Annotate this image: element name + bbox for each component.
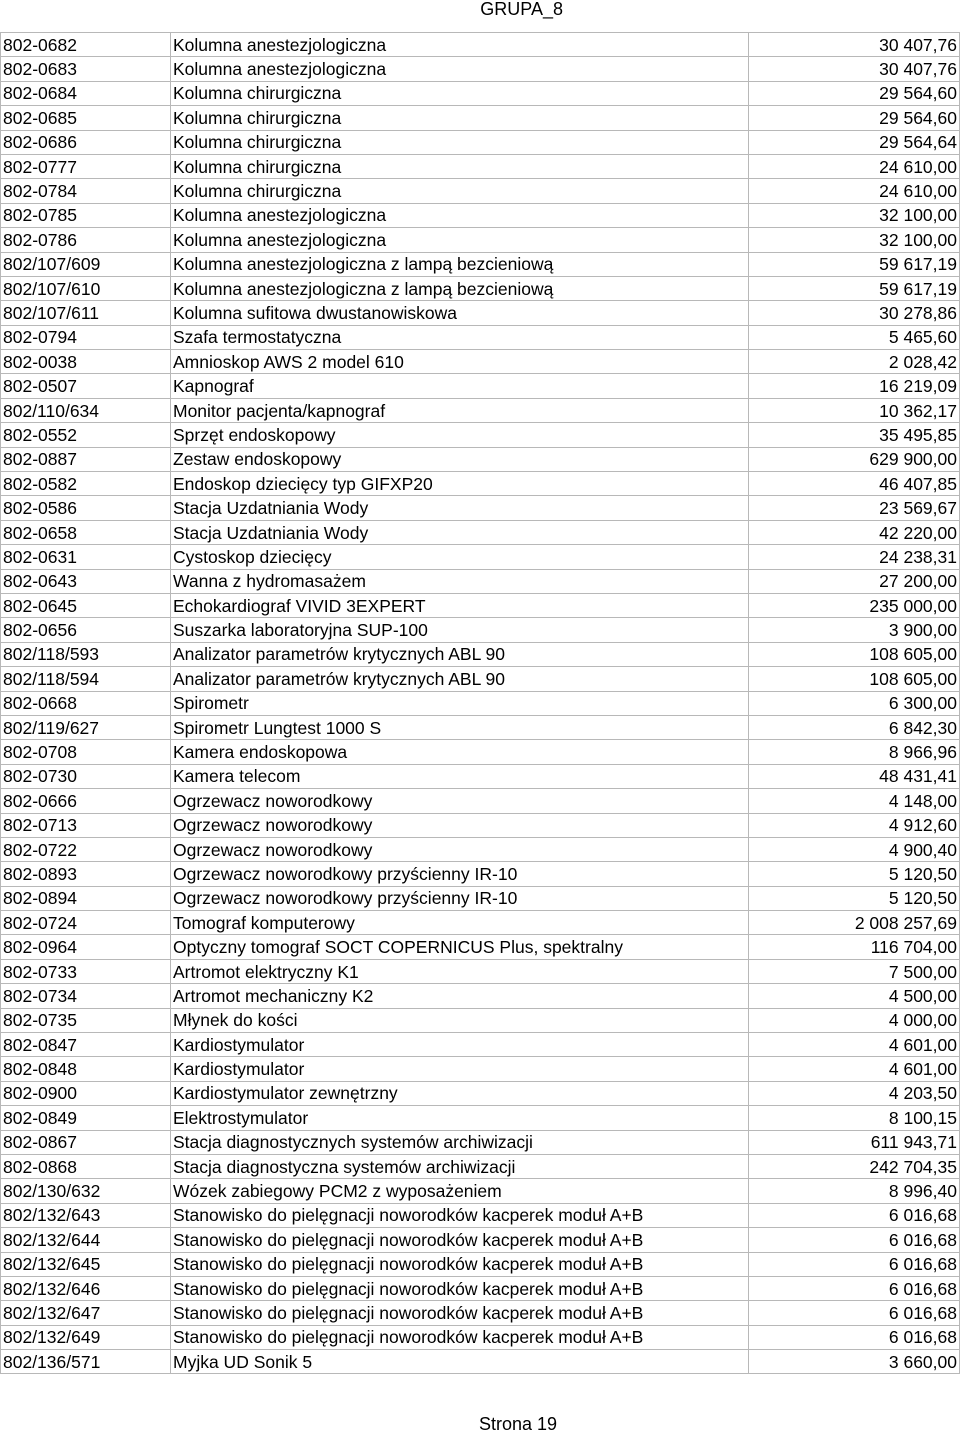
value-cell: 116 704,00	[749, 935, 960, 959]
table-row	[1, 862, 960, 886]
value-cell: 8 996,40	[749, 1179, 960, 1203]
equipment-name-cell: Kapnograf	[171, 374, 749, 398]
table-row	[1, 1033, 960, 1057]
table-row	[1, 154, 960, 178]
inventory-code-cell: 802-0713	[1, 813, 171, 837]
value-cell: 23 569,67	[749, 496, 960, 520]
value-cell: 242 704,35	[749, 1154, 960, 1178]
value-cell: 235 000,00	[749, 593, 960, 617]
equipment-name-cell: Kamera telecom	[171, 764, 749, 788]
equipment-name-cell: Szafa termostatyczna	[171, 325, 749, 349]
inventory-code-cell: 802-0656	[1, 618, 171, 642]
table-row	[1, 423, 960, 447]
table-row	[1, 398, 960, 422]
value-cell: 7 500,00	[749, 959, 960, 983]
inventory-code-cell: 802-0730	[1, 764, 171, 788]
table-row	[1, 325, 960, 349]
table-row	[1, 1081, 960, 1105]
value-cell: 24 238,31	[749, 545, 960, 569]
inventory-code-cell: 802-0645	[1, 593, 171, 617]
value-cell: 2 008 257,69	[749, 911, 960, 935]
inventory-code-cell: 802/132/644	[1, 1228, 171, 1252]
inventory-code-cell: 802-0708	[1, 740, 171, 764]
inventory-code-cell: 802-0777	[1, 154, 171, 178]
inventory-code-cell: 802/132/649	[1, 1325, 171, 1349]
inventory-code-cell: 802-0684	[1, 81, 171, 105]
equipment-name-cell: Ogrzewacz noworodkowy	[171, 813, 749, 837]
value-cell: 4 601,00	[749, 1033, 960, 1057]
inventory-code-cell: 802-0794	[1, 325, 171, 349]
value-cell: 8 966,96	[749, 740, 960, 764]
table-row	[1, 203, 960, 227]
value-cell: 32 100,00	[749, 228, 960, 252]
table-row	[1, 374, 960, 398]
value-cell: 6 016,68	[749, 1325, 960, 1349]
equipment-name-cell: Stacja diagnostyczna systemów archiwizacji	[171, 1154, 749, 1178]
inventory-code-cell: 802/107/611	[1, 301, 171, 325]
table-row	[1, 130, 960, 154]
inventory-code-cell: 802/136/571	[1, 1350, 171, 1374]
value-cell: 59 617,19	[749, 252, 960, 276]
value-cell: 46 407,85	[749, 472, 960, 496]
value-cell: 30 278,86	[749, 301, 960, 325]
table-row	[1, 1350, 960, 1374]
inventory-code-cell: 802-0785	[1, 203, 171, 227]
value-cell: 30 407,76	[749, 33, 960, 57]
equipment-name-cell: Ogrzewacz noworodkowy	[171, 789, 749, 813]
inventory-code-cell: 802-0586	[1, 496, 171, 520]
inventory-code-cell: 802/107/609	[1, 252, 171, 276]
value-cell: 24 610,00	[749, 179, 960, 203]
equipment-name-cell: Kolumna sufitowa dwustanowiskowa	[171, 301, 749, 325]
table-row	[1, 1276, 960, 1300]
table-row	[1, 350, 960, 374]
equipment-name-cell: Spirometr Lungtest 1000 S	[171, 715, 749, 739]
equipment-name-cell: Kardiostymulator	[171, 1057, 749, 1081]
equipment-name-cell: Stacja Uzdatniania Wody	[171, 520, 749, 544]
table-row	[1, 1252, 960, 1276]
equipment-name-cell: Optyczny tomograf SOCT COPERNICUS Plus, spektralny	[171, 935, 749, 959]
inventory-code-cell: 802-0784	[1, 179, 171, 203]
equipment-table-body	[1, 33, 960, 1374]
table-row	[1, 33, 960, 57]
value-cell: 4 601,00	[749, 1057, 960, 1081]
table-row	[1, 472, 960, 496]
inventory-code-cell: 802-0685	[1, 106, 171, 130]
table-row	[1, 886, 960, 910]
value-cell: 6 016,68	[749, 1276, 960, 1300]
inventory-code-cell: 802-0733	[1, 959, 171, 983]
equipment-name-cell: Monitor pacjenta/kapnograf	[171, 398, 749, 422]
equipment-name-cell: Ogrzewacz noworodkowy przyścienny IR-10	[171, 862, 749, 886]
inventory-code-cell: 802-0900	[1, 1081, 171, 1105]
equipment-name-cell: Kolumna chirurgiczna	[171, 154, 749, 178]
equipment-name-cell: Myjka UD Sonik 5	[171, 1350, 749, 1374]
value-cell: 10 362,17	[749, 398, 960, 422]
inventory-code-cell: 802/107/610	[1, 276, 171, 300]
inventory-code-cell: 802-0735	[1, 1008, 171, 1032]
inventory-code-cell: 802/118/594	[1, 667, 171, 691]
table-row	[1, 496, 960, 520]
inventory-code-cell: 802/130/632	[1, 1179, 171, 1203]
value-cell: 48 431,41	[749, 764, 960, 788]
equipment-name-cell: Stanowisko do pielęgnacji noworodków kacperek moduł A+B	[171, 1276, 749, 1300]
value-cell: 108 605,00	[749, 642, 960, 666]
value-cell: 4 912,60	[749, 813, 960, 837]
table-row	[1, 715, 960, 739]
equipment-name-cell: Artromot elektryczny K1	[171, 959, 749, 983]
inventory-code-cell: 802/132/646	[1, 1276, 171, 1300]
table-row	[1, 545, 960, 569]
inventory-code-cell: 802-0552	[1, 423, 171, 447]
equipment-name-cell: Wanna z hydromasażem	[171, 569, 749, 593]
table-row	[1, 520, 960, 544]
value-cell: 27 200,00	[749, 569, 960, 593]
table-row	[1, 837, 960, 861]
value-cell: 6 300,00	[749, 691, 960, 715]
table-row	[1, 1203, 960, 1227]
value-cell: 629 900,00	[749, 447, 960, 471]
value-cell: 30 407,76	[749, 57, 960, 81]
table-row	[1, 1057, 960, 1081]
equipment-name-cell: Stacja diagnostycznych systemów archiwizacji	[171, 1130, 749, 1154]
inventory-code-cell: 802-0643	[1, 569, 171, 593]
equipment-name-cell: Amnioskop AWS 2 model 610	[171, 350, 749, 374]
equipment-table	[0, 32, 960, 1374]
value-cell: 59 617,19	[749, 276, 960, 300]
value-cell: 29 564,64	[749, 130, 960, 154]
equipment-name-cell: Ogrzewacz noworodkowy	[171, 837, 749, 861]
equipment-name-cell: Stanowisko do pielęgnacji noworodków kacperek moduł A+B	[171, 1301, 749, 1325]
inventory-code-cell: 802-0893	[1, 862, 171, 886]
equipment-name-cell: Kolumna anestezjologiczna	[171, 57, 749, 81]
equipment-name-cell: Kolumna chirurgiczna	[171, 179, 749, 203]
table-row	[1, 618, 960, 642]
table-row	[1, 642, 960, 666]
equipment-name-cell: Kolumna chirurgiczna	[171, 106, 749, 130]
table-row	[1, 106, 960, 130]
equipment-name-cell: Stanowisko do pielęgnacji noworodków kacperek moduł A+B	[171, 1325, 749, 1349]
equipment-name-cell: Tomograf komputerowy	[171, 911, 749, 935]
value-cell: 611 943,71	[749, 1130, 960, 1154]
table-row	[1, 1008, 960, 1032]
table-row	[1, 569, 960, 593]
inventory-code-cell: 802-0786	[1, 228, 171, 252]
value-cell: 3 660,00	[749, 1350, 960, 1374]
table-row	[1, 1106, 960, 1130]
inventory-code-cell: 802-0848	[1, 1057, 171, 1081]
value-cell: 16 219,09	[749, 374, 960, 398]
equipment-name-cell: Zestaw endoskopowy	[171, 447, 749, 471]
table-row	[1, 1130, 960, 1154]
equipment-name-cell: Elektrostymulator	[171, 1106, 749, 1130]
value-cell: 8 100,15	[749, 1106, 960, 1130]
inventory-code-cell: 802-0682	[1, 33, 171, 57]
inventory-code-cell: 802-0631	[1, 545, 171, 569]
table-row	[1, 447, 960, 471]
value-cell: 4 000,00	[749, 1008, 960, 1032]
equipment-name-cell: Suszarka laboratoryjna SUP-100	[171, 618, 749, 642]
equipment-name-cell: Kolumna anestezjologiczna z lampą bezcieniową	[171, 276, 749, 300]
equipment-name-cell: Kolumna anestezjologiczna	[171, 33, 749, 57]
value-cell: 4 148,00	[749, 789, 960, 813]
value-cell: 4 900,40	[749, 837, 960, 861]
table-row	[1, 1301, 960, 1325]
table-row	[1, 764, 960, 788]
table-row	[1, 593, 960, 617]
equipment-name-cell: Kolumna anestezjologiczna	[171, 228, 749, 252]
value-cell: 29 564,60	[749, 81, 960, 105]
inventory-code-cell: 802-0668	[1, 691, 171, 715]
inventory-code-cell: 802-0683	[1, 57, 171, 81]
page-header-group: GRUPA_8	[480, 0, 563, 19]
value-cell: 42 220,00	[749, 520, 960, 544]
inventory-code-cell: 802/132/647	[1, 1301, 171, 1325]
table-row	[1, 813, 960, 837]
equipment-name-cell: Cystoskop dziecięcy	[171, 545, 749, 569]
inventory-code-cell: 802-0722	[1, 837, 171, 861]
inventory-code-cell: 802/132/643	[1, 1203, 171, 1227]
inventory-code-cell: 802-0734	[1, 984, 171, 1008]
equipment-name-cell: Echokardiograf VIVID 3EXPERT	[171, 593, 749, 617]
value-cell: 5 120,50	[749, 886, 960, 910]
value-cell: 2 028,42	[749, 350, 960, 374]
equipment-name-cell: Stanowisko do pielęgnacji noworodków kacperek moduł A+B	[171, 1252, 749, 1276]
inventory-code-cell: 802-0964	[1, 935, 171, 959]
equipment-name-cell: Spirometr	[171, 691, 749, 715]
equipment-name-cell: Kamera endoskopowa	[171, 740, 749, 764]
equipment-name-cell: Stanowisko do pielęgnacji noworodków kacperek moduł A+B	[171, 1228, 749, 1252]
inventory-code-cell: 802-0686	[1, 130, 171, 154]
value-cell: 29 564,60	[749, 106, 960, 130]
inventory-code-cell: 802-0582	[1, 472, 171, 496]
equipment-name-cell: Kolumna anestezjologiczna z lampą bezcieniową	[171, 252, 749, 276]
equipment-name-cell: Kardiostymulator zewnętrzny	[171, 1081, 749, 1105]
table-row	[1, 740, 960, 764]
equipment-name-cell: Kolumna chirurgiczna	[171, 81, 749, 105]
inventory-code-cell: 802/118/593	[1, 642, 171, 666]
inventory-code-cell: 802/119/627	[1, 715, 171, 739]
equipment-name-cell: Artromot mechaniczny K2	[171, 984, 749, 1008]
value-cell: 6 016,68	[749, 1203, 960, 1227]
value-cell: 6 842,30	[749, 715, 960, 739]
value-cell: 108 605,00	[749, 667, 960, 691]
inventory-code-cell: 802-0666	[1, 789, 171, 813]
value-cell: 4 203,50	[749, 1081, 960, 1105]
value-cell: 32 100,00	[749, 203, 960, 227]
inventory-code-cell: 802-0867	[1, 1130, 171, 1154]
page-number: Strona 19	[478, 1414, 558, 1434]
value-cell: 6 016,68	[749, 1228, 960, 1252]
inventory-code-cell: 802-0894	[1, 886, 171, 910]
inventory-code-cell: 802-0887	[1, 447, 171, 471]
table-row	[1, 1325, 960, 1349]
table-row	[1, 984, 960, 1008]
value-cell: 6 016,68	[749, 1301, 960, 1325]
table-row	[1, 789, 960, 813]
value-cell: 24 610,00	[749, 154, 960, 178]
table-row	[1, 276, 960, 300]
value-cell: 6 016,68	[749, 1252, 960, 1276]
table-row	[1, 57, 960, 81]
inventory-code-cell: 802-0658	[1, 520, 171, 544]
equipment-name-cell: Endoskop dziecięcy typ GIFXP20	[171, 472, 749, 496]
equipment-name-cell: Wózek zabiegowy PCM2 z wyposażeniem	[171, 1179, 749, 1203]
table-row	[1, 252, 960, 276]
inventory-code-cell: 802-0847	[1, 1033, 171, 1057]
equipment-name-cell: Stanowisko do pielęgnacji noworodków kacperek moduł A+B	[171, 1203, 749, 1227]
inventory-code-cell: 802-0724	[1, 911, 171, 935]
value-cell: 5 120,50	[749, 862, 960, 886]
table-row	[1, 1179, 960, 1203]
table-row	[1, 1228, 960, 1252]
table-row	[1, 667, 960, 691]
equipment-name-cell: Kolumna anestezjologiczna	[171, 203, 749, 227]
inventory-code-cell: 802/110/634	[1, 398, 171, 422]
table-row	[1, 301, 960, 325]
inventory-code-cell: 802-0868	[1, 1154, 171, 1178]
equipment-name-cell: Sprzęt endoskopowy	[171, 423, 749, 447]
equipment-name-cell: Stacja Uzdatniania Wody	[171, 496, 749, 520]
equipment-name-cell: Analizator parametrów krytycznych ABL 90	[171, 667, 749, 691]
table-row	[1, 959, 960, 983]
table-row	[1, 691, 960, 715]
equipment-name-cell: Ogrzewacz noworodkowy przyścienny IR-10	[171, 886, 749, 910]
value-cell: 35 495,85	[749, 423, 960, 447]
inventory-code-cell: 802-0507	[1, 374, 171, 398]
value-cell: 4 500,00	[749, 984, 960, 1008]
value-cell: 5 465,60	[749, 325, 960, 349]
equipment-name-cell: Kolumna chirurgiczna	[171, 130, 749, 154]
equipment-name-cell: Analizator parametrów krytycznych ABL 90	[171, 642, 749, 666]
table-row	[1, 179, 960, 203]
equipment-name-cell: Młynek do kości	[171, 1008, 749, 1032]
table-row	[1, 228, 960, 252]
equipment-name-cell: Kardiostymulator	[171, 1033, 749, 1057]
inventory-code-cell: 802/132/645	[1, 1252, 171, 1276]
inventory-code-cell: 802-0849	[1, 1106, 171, 1130]
table-row	[1, 81, 960, 105]
value-cell: 3 900,00	[749, 618, 960, 642]
inventory-code-cell: 802-0038	[1, 350, 171, 374]
table-row	[1, 935, 960, 959]
table-row	[1, 1154, 960, 1178]
table-row	[1, 911, 960, 935]
